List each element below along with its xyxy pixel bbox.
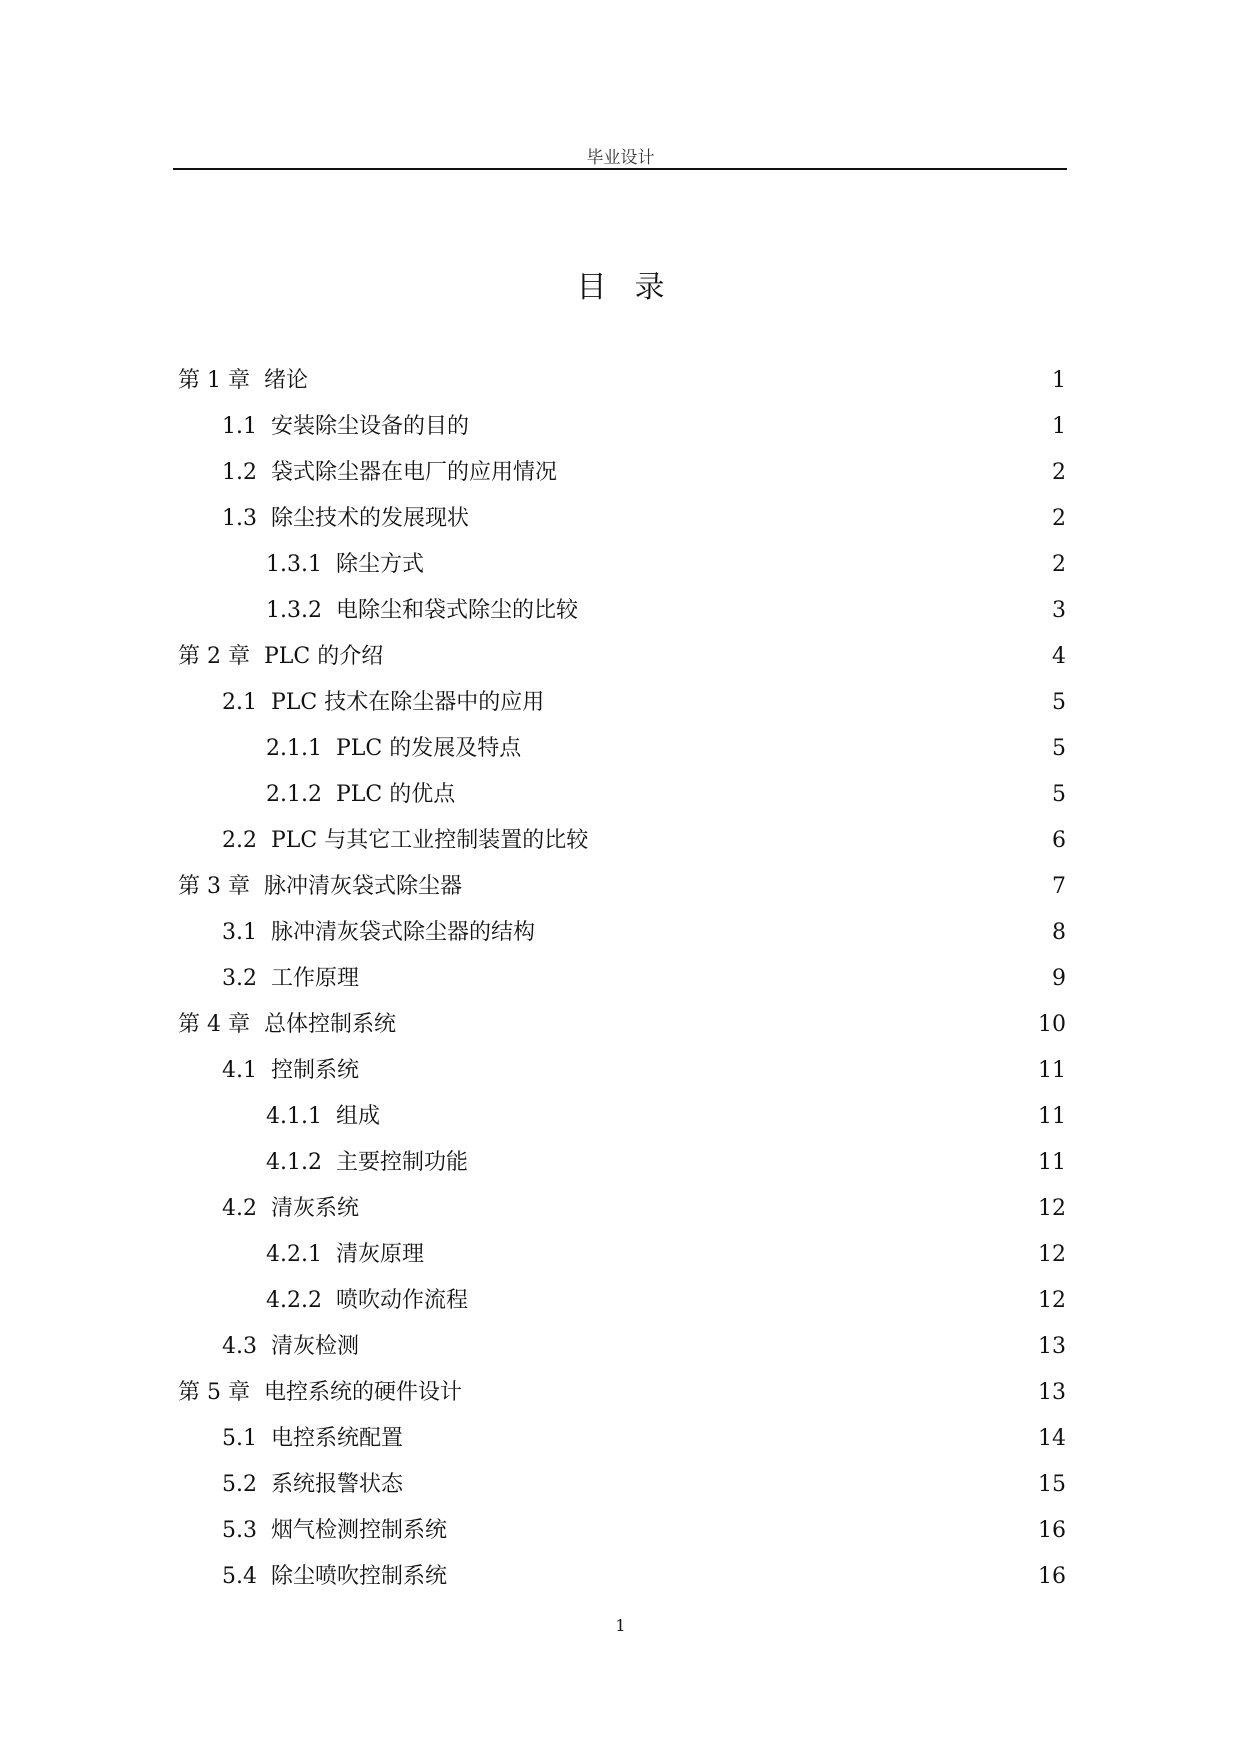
toc-entry-page: 4 <box>1052 644 1066 669</box>
toc-entry-number: 第 5 章 <box>178 1380 264 1405</box>
toc-dot-leader <box>466 1382 1034 1404</box>
toc-entry-number: 4.1.2 <box>266 1150 336 1175</box>
toc-dot-leader <box>459 784 1048 806</box>
toc-dot-leader <box>539 922 1048 944</box>
toc-entry[interactable] <box>178 1278 1066 1324</box>
toc-dot-leader <box>363 1198 1034 1220</box>
toc-entry-number: 2.1 <box>222 690 271 715</box>
toc-dot-leader <box>407 1474 1034 1496</box>
toc-dot-leader <box>561 462 1048 484</box>
toc-entry-title: 烟气检测控制系统 <box>270 1518 447 1543</box>
toc-dot-leader <box>592 830 1048 852</box>
toc-entry-number: 3.2 <box>222 966 271 991</box>
toc-entry-number: 1.1 <box>222 414 271 439</box>
toc-entry-page: 1 <box>1052 368 1066 393</box>
toc-entry-number: 2.1.2 <box>266 782 336 807</box>
toc-entry[interactable] <box>178 726 1066 772</box>
toc-entry-number: 1.3.2 <box>266 598 336 623</box>
toc-entry-number: 4.2 <box>222 1196 271 1221</box>
toc-entry[interactable] <box>178 772 1066 818</box>
toc-entry-title: 除尘喷吹控制系统 <box>270 1564 447 1589</box>
toc-entry-title: 袋式除尘器在电厂的应用情况 <box>270 460 557 485</box>
toc-entry-page: 5 <box>1052 690 1066 715</box>
toc-entry[interactable] <box>178 1094 1066 1140</box>
toc-entry-page: 5 <box>1052 736 1066 761</box>
toc-entry[interactable] <box>178 1140 1066 1186</box>
toc-entry-number: 第 4 章 <box>178 1012 264 1037</box>
toc-dot-leader <box>548 692 1048 714</box>
toc-dot-leader <box>525 738 1048 760</box>
toc-entry-page: 13 <box>1038 1334 1066 1359</box>
toc-entry-page: 11 <box>1038 1058 1066 1083</box>
toc-entry-title: 脉冲清灰袋式除尘器的结构 <box>270 920 535 945</box>
toc-dot-leader <box>363 968 1048 990</box>
toc-entry[interactable] <box>178 956 1066 1002</box>
toc-entry-page: 5 <box>1052 782 1066 807</box>
toc-dot-leader <box>473 508 1048 530</box>
toc-entry-number: 第 3 章 <box>178 874 264 899</box>
toc-entry-number: 5.2 <box>222 1472 271 1497</box>
toc-entry[interactable] <box>178 910 1066 956</box>
toc-entry[interactable] <box>178 1508 1066 1554</box>
toc-entry-title: 系统报警状态 <box>270 1472 403 1497</box>
toc-entry[interactable] <box>178 864 1066 910</box>
toc-entry-page: 1 <box>1052 414 1066 439</box>
toc-entry[interactable] <box>178 1232 1066 1278</box>
toc-dot-leader <box>582 600 1048 622</box>
toc-entry-page: 2 <box>1052 506 1066 531</box>
toc-entry[interactable] <box>178 1324 1066 1370</box>
toc-dot-leader <box>387 646 1048 668</box>
running-header: 毕业设计 <box>586 148 655 168</box>
toc-entry-title: 总体控制系统 <box>263 1012 396 1037</box>
toc-dot-leader <box>473 416 1048 438</box>
toc-dot-leader <box>407 1428 1034 1450</box>
toc-entry-title: 电除尘和袋式除尘的比较 <box>335 598 578 623</box>
toc-entry[interactable] <box>178 1048 1066 1094</box>
toc-entry[interactable] <box>178 680 1066 726</box>
toc-entry-number: 1.3.1 <box>266 552 336 577</box>
toc-entry-title: 绪论 <box>263 368 308 393</box>
toc-entry[interactable] <box>178 404 1066 450</box>
toc-entry-page: 3 <box>1052 598 1066 623</box>
toc-dot-leader <box>466 876 1048 898</box>
toc-entry-page: 14 <box>1038 1426 1066 1451</box>
toc-entry-title: PLC 的优点 <box>335 782 456 807</box>
toc-dot-leader <box>363 1060 1034 1082</box>
header-rule <box>173 168 1067 170</box>
toc-entry-page: 2 <box>1052 460 1066 485</box>
toc-entry-number: 4.1 <box>222 1058 271 1083</box>
toc-dot-leader <box>400 1014 1034 1036</box>
toc-entry-number: 2.2 <box>222 828 271 853</box>
toc-entry-title: 除尘技术的发展现状 <box>270 506 469 531</box>
toc-dot-leader <box>363 1336 1034 1358</box>
toc-entry-number: 4.2.2 <box>266 1288 336 1313</box>
toc-entry-title: 清灰检测 <box>270 1334 359 1359</box>
toc-entry-title: 脉冲清灰袋式除尘器 <box>263 874 462 899</box>
toc-entry-page: 15 <box>1038 1472 1066 1497</box>
toc-entry-number: 5.3 <box>222 1518 271 1543</box>
toc-dot-leader <box>451 1566 1034 1588</box>
toc-entry-number: 4.1.1 <box>266 1104 336 1129</box>
toc-entry-page: 11 <box>1038 1150 1066 1175</box>
toc-entry-title: 喷吹动作流程 <box>335 1288 468 1313</box>
toc-entry[interactable] <box>178 1186 1066 1232</box>
toc-entry[interactable] <box>178 1002 1066 1048</box>
toc-entry-page: 10 <box>1038 1012 1066 1037</box>
toc-entry-title: 清灰原理 <box>335 1242 424 1267</box>
toc-dot-leader <box>472 1290 1034 1312</box>
toc-entry-page: 6 <box>1052 828 1066 853</box>
toc-entry-number: 第 1 章 <box>178 368 264 393</box>
toc-entry-page: 11 <box>1038 1104 1066 1129</box>
toc-entry[interactable] <box>178 1416 1066 1462</box>
toc-entry-page: 12 <box>1038 1196 1066 1221</box>
toc-entry-title: 组成 <box>335 1104 380 1129</box>
toc-entry[interactable] <box>178 496 1066 542</box>
toc-entry-number: 4.2.1 <box>266 1242 336 1267</box>
toc-entry-title: PLC 与其它工业控制装置的比较 <box>270 828 589 853</box>
toc-dot-leader <box>428 554 1048 576</box>
toc-entry-title: PLC 的发展及特点 <box>335 736 522 761</box>
toc-dot-leader <box>472 1152 1034 1174</box>
toc-entry-page: 13 <box>1038 1380 1066 1405</box>
toc-entry-page: 16 <box>1038 1564 1066 1589</box>
toc-entry-title: PLC 的介绍 <box>263 644 384 669</box>
toc-entry-page: 7 <box>1052 874 1066 899</box>
toc-entry-page: 12 <box>1038 1288 1066 1313</box>
toc-entry-number: 第 2 章 <box>178 644 264 669</box>
toc-entry-title: 主要控制功能 <box>335 1150 468 1175</box>
toc-entry-number: 3.1 <box>222 920 271 945</box>
toc-entry[interactable] <box>178 818 1066 864</box>
page-title: 目录 <box>576 270 693 305</box>
toc-entry-number: 5.4 <box>222 1564 271 1589</box>
toc-entry-title: 电控系统配置 <box>270 1426 403 1451</box>
toc-entry[interactable] <box>178 1370 1066 1416</box>
toc-entry[interactable] <box>178 588 1066 634</box>
toc-entry-title: 工作原理 <box>270 966 359 991</box>
page-number: 1 <box>615 1616 626 1635</box>
toc-entry-number: 5.1 <box>222 1426 271 1451</box>
toc-entry[interactable] <box>178 358 1066 404</box>
toc-entry-page: 9 <box>1052 966 1066 991</box>
toc-entry-title: 清灰系统 <box>270 1196 359 1221</box>
toc-entry-page: 2 <box>1052 552 1066 577</box>
toc-dot-leader <box>312 370 1048 392</box>
toc-dot-leader <box>451 1520 1034 1542</box>
toc-entry-number: 1.3 <box>222 506 271 531</box>
toc-entry[interactable] <box>178 450 1066 496</box>
toc-entry-page: 16 <box>1038 1518 1066 1543</box>
toc-entry-number: 1.2 <box>222 460 271 485</box>
toc-entry-page: 8 <box>1052 920 1066 945</box>
toc-entry[interactable] <box>178 634 1066 680</box>
toc-dot-leader <box>384 1106 1034 1128</box>
toc-entry-number: 2.1.1 <box>266 736 336 761</box>
toc-dot-leader <box>428 1244 1034 1266</box>
toc-entry-title: 控制系统 <box>270 1058 359 1083</box>
toc-entry[interactable] <box>178 1462 1066 1508</box>
toc-entry-number: 4.3 <box>222 1334 271 1359</box>
toc-entry-title: 电控系统的硬件设计 <box>263 1380 462 1405</box>
toc-entry-page: 12 <box>1038 1242 1066 1267</box>
toc-entry[interactable] <box>178 542 1066 588</box>
toc-entry-title: 安装除尘设备的目的 <box>270 414 469 439</box>
toc-entry-title: PLC 技术在除尘器中的应用 <box>270 690 545 715</box>
toc-entry[interactable] <box>178 1554 1066 1600</box>
table-of-contents <box>178 358 1066 1600</box>
toc-entry-title: 除尘方式 <box>335 552 424 577</box>
